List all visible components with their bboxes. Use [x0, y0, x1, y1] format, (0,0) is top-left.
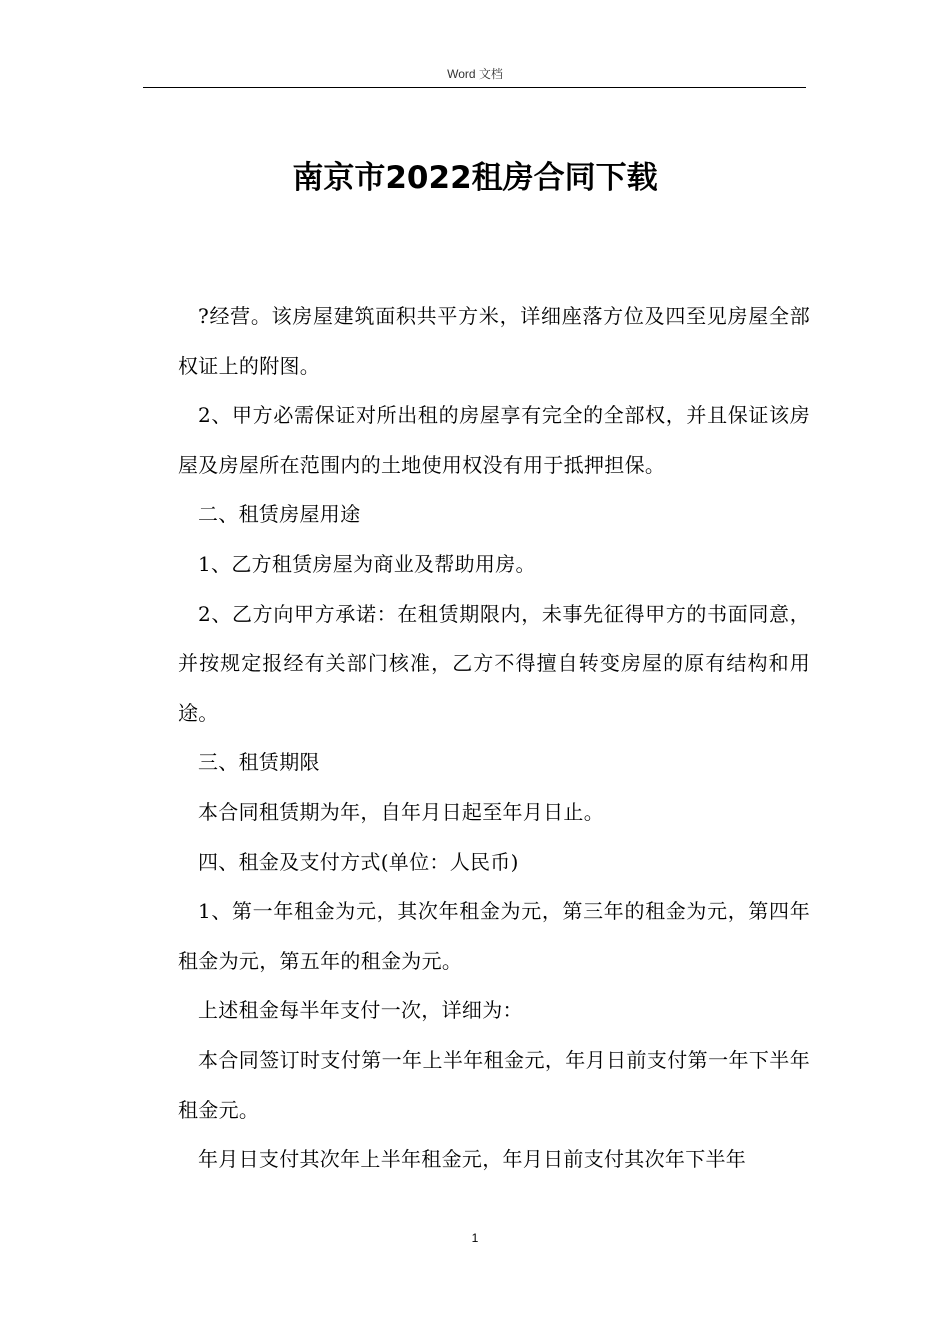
section-heading: 四、租金及支付方式(单位：人民币): [198, 849, 519, 874]
paragraph: 本合同签订时支付第一年上半年租金元，年月日前支付第一年下半年租金元。: [178, 1047, 810, 1122]
page-header: Word 文档: [447, 67, 503, 81]
paragraph: 年月日支付其次年上半年租金元，年月日前支付其次年下半年: [198, 1147, 747, 1172]
paragraph: 2、甲方必需保证对所出租的房屋享有完全的全部权，并且保证该房屋及房屋所在范围内的土地使用权没有用于抵押担保。: [178, 403, 810, 477]
paragraph: 本合同租赁期为年，自年月日起至年月日止。: [198, 799, 604, 824]
paragraph: ?经营。该房屋建筑面积共平方米，详细座落方位及四至见房屋全部权证上的附图。: [178, 304, 810, 378]
document-body: [178, 292, 810, 1185]
header-divider: [143, 87, 806, 88]
document-title: 南京市2022租房合同下载: [292, 160, 658, 196]
section-heading: 二、租赁房屋用途: [198, 502, 361, 527]
paragraph: 上述租金每半年支付一次，详细为：: [198, 998, 523, 1023]
section-heading: 三、租赁期限: [198, 750, 320, 775]
paragraph: 2、乙方向甲方承诺：在租赁期限内，未事先征得甲方的书面同意，并按规定报经有关部门核准，乙方不得擅自转变房屋的原有结构和用途。: [178, 601, 810, 725]
paragraph: 1、第一年租金为元，其次年租金为元，第三年的租金为元，第四年租金为元，第五年的租金为元。: [178, 899, 810, 973]
page-number: 1: [471, 1231, 479, 1245]
paragraph: 1、乙方租赁房屋为商业及帮助用房。: [198, 551, 536, 576]
